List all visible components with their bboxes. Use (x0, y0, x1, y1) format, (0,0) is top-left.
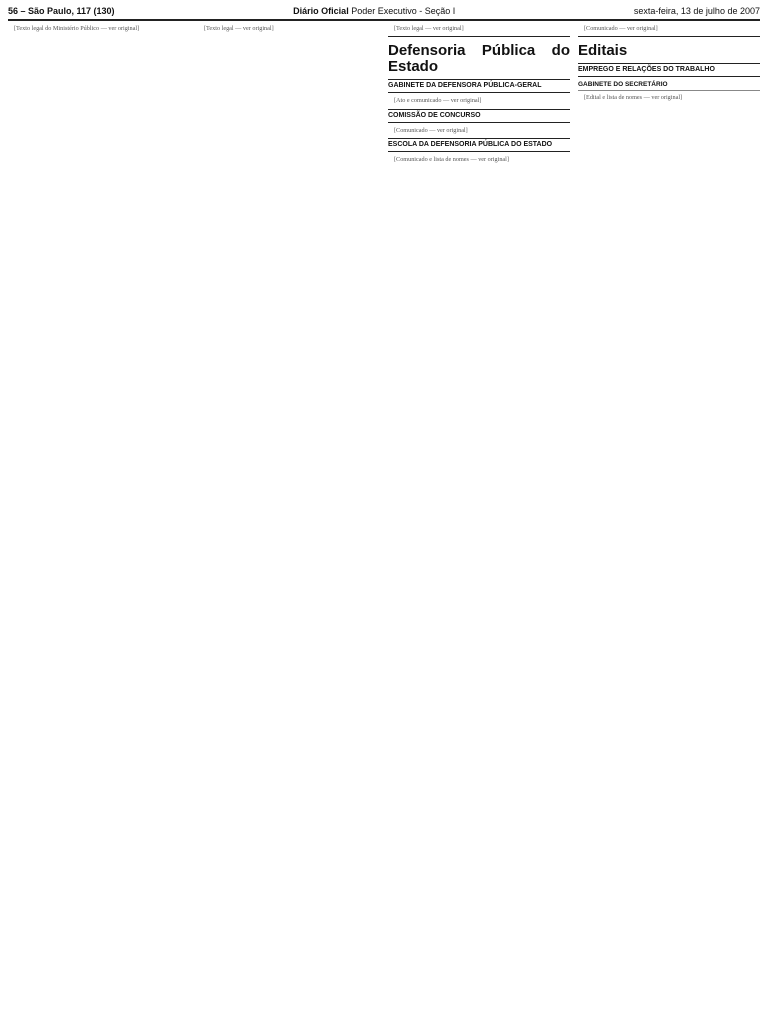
column-4 (578, 25, 760, 1015)
section-title-defensoria: Defensoria Pública do Estado (388, 42, 570, 76)
masthead (8, 4, 760, 21)
publication-name: Diário Oficial (293, 6, 349, 16)
box-gabinete-secretario: GABINETE DO SECRETÁRIO (578, 81, 760, 90)
column-2-text: [Texto legal — ver original] (204, 25, 274, 32)
edital-text: [Edital e lista de nomes — ver original] (584, 93, 683, 101)
subsection-gabinete: GABINETE DA DEFENSORA PÚBLICA-GERAL (388, 79, 570, 93)
section-title-editais: Editais (578, 42, 628, 60)
column-4-text: [Comunicado — ver original] (584, 25, 658, 32)
publication-date: sexta-feira, 13 de julho de 2007 (633, 6, 760, 16)
column-3 (388, 25, 570, 1015)
publication-title (293, 6, 455, 16)
column-1-text: [Texto legal do Ministério Público — ver original] (14, 25, 140, 32)
comissao-text: [Comunicado — ver original] (394, 126, 468, 134)
subsection-emprego: EMPREGO E RELAÇÕES DO TRABALHO (578, 63, 760, 77)
subsection-comissao: COMISSÃO DE CONCURSO (388, 109, 570, 123)
gabinete-text: [Ato e comunicado — ver original] (394, 97, 482, 105)
divider (388, 36, 570, 37)
subsection-escola: ESCOLA DA DEFENSORIA PÚBLICA DO ESTADO (388, 138, 570, 152)
columns (8, 25, 760, 1015)
column-3-text: [Texto legal — ver original] (394, 25, 464, 32)
page-number: 56 – São Paulo, 117 (130) (8, 6, 115, 16)
column-2 (198, 25, 380, 1015)
publication-section: Poder Executivo - Seção I (351, 6, 456, 16)
escola-text: [Comunicado e lista de nomes — ver original] (394, 156, 509, 164)
column-1 (8, 25, 190, 1015)
divider (578, 36, 760, 37)
newspaper-page (8, 4, 760, 1016)
